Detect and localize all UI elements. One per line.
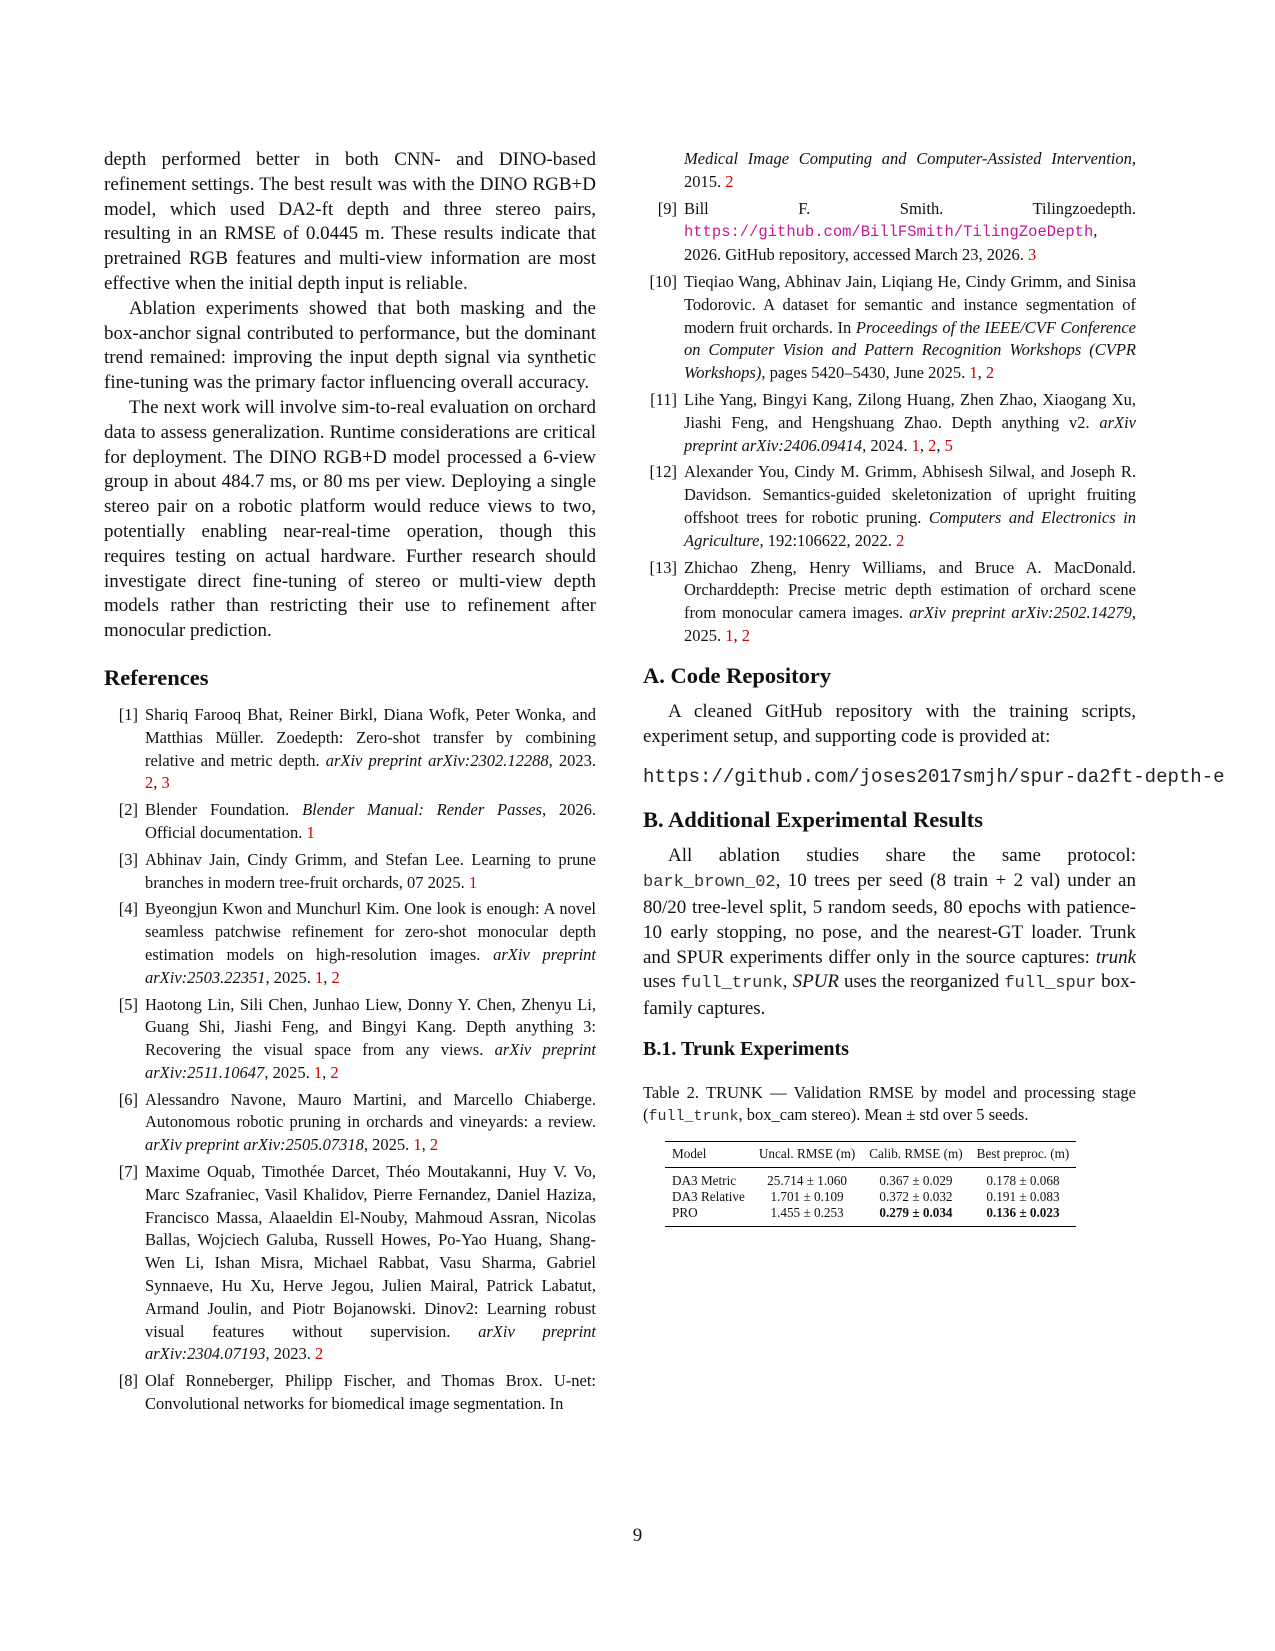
table-header-best: Best preproc. (m) [976, 1145, 1070, 1161]
reference-12 [643, 461, 1136, 552]
reference-year: , 2025. [363, 1135, 414, 1155]
citation-backlink[interactable]: 3 [1027, 245, 1037, 265]
emphasis-span: SPUR [792, 971, 839, 993]
reference-authors-title: Blender Foundation. [145, 800, 303, 820]
reference-authors-title: Shariq Farooq Bhat, Reiner Birkl, Diana Wofk, Peter Wonka, and Matthias Müller. Zoedepth: Zero-shot transfer by combining relative and metric depth. [145, 704, 596, 770]
trunk-experiments-heading: B.1. Trunk Experiments [643, 1037, 849, 1060]
references-heading: References [104, 664, 209, 690]
citation-backlink[interactable]: 1 [969, 363, 978, 383]
citation-backlink[interactable]: 2 [331, 967, 340, 987]
citation-backlink[interactable]: 2 [330, 1062, 339, 1082]
citation-separator: , [153, 773, 162, 793]
reference-9 [643, 198, 1136, 267]
code-repository-url-line [643, 766, 1225, 792]
reference-year: , 192:106622, 2022. [759, 530, 897, 550]
citation-backlink[interactable]: 2 [315, 1344, 324, 1364]
table-cell: 25.714 ± 1.060 [767, 1172, 847, 1188]
reference-11 [643, 389, 1136, 457]
reference-venue: arXiv preprint arXiv:2302.12288 [325, 750, 549, 770]
citation-backlink[interactable]: 2 [429, 1135, 439, 1155]
citation-backlink[interactable]: 5 [944, 435, 953, 455]
table-header-calib: Calib. RMSE (m) [869, 1145, 963, 1161]
reference-venue: arXiv preprint arXiv:2502.14279 [909, 603, 1132, 623]
reference-number: [3] [118, 849, 138, 869]
citation-backlink[interactable]: 2 [928, 435, 937, 455]
reference-number: [10] [649, 271, 677, 291]
table-row [665, 1189, 1076, 1205]
table-header-model: Model [672, 1145, 707, 1161]
citation-separator: , [322, 1062, 331, 1082]
reference-url-link[interactable]: https://github.com/BillFSmith/TilingZoeDepth [684, 223, 1094, 242]
reference-7 [104, 1161, 596, 1366]
table-cell: DA3 Metric [672, 1172, 737, 1188]
reference-authors-title: Alexander You, Cindy M. Grimm, Abhisesh Silwal, and Joseph R. Davidson. Semantics-guided skeletonization of upright fruiting offshoot trees for robotic pruning. [684, 462, 1136, 527]
reference-year: , 2015. [684, 149, 1136, 191]
citation-backlink[interactable]: 1 [911, 435, 920, 455]
code-repository-text: A cleaned GitHub repository with the training scripts, experiment setup, and supporting code is provided at: [643, 700, 1136, 747]
reference-list-left [104, 704, 596, 1416]
citation-backlink[interactable]: 1 [725, 625, 734, 645]
table-cell: 0.372 ± 0.032 [879, 1188, 953, 1204]
table-caption [643, 1082, 1136, 1129]
citation-separator: , [936, 435, 945, 455]
reference-13 [643, 557, 1136, 648]
reference-4 [104, 898, 596, 989]
caption-text: Table 2. TRUNK — Validation RMSE by model and processing stage ( [643, 1082, 1136, 1125]
right-column [643, 148, 1225, 1227]
citation-backlink[interactable]: 1 [313, 1062, 323, 1082]
citation-separator: , [323, 967, 332, 987]
reference-1 [104, 704, 596, 795]
reference-authors-title: Byeongjun Kwon and Munchurl Kim. One look is enough: A novel seamless patchwise refinement for zero-shot monocular depth estimation models on high-resolution images. [145, 899, 596, 964]
text-span: uses the reorganized [839, 971, 1005, 993]
citation-backlink[interactable]: 2 [741, 625, 750, 645]
code-span: bark_brown_02 [643, 873, 776, 893]
reference-venue: arXiv preprint arXiv:2304.07193 [145, 1321, 596, 1364]
reference-venue: arXiv preprint arXiv:2511.10647 [145, 1040, 596, 1082]
reference-venue: arXiv preprint arXiv:2503.22351 [145, 944, 596, 987]
page-number: 9 [632, 1525, 643, 1546]
reference-authors-title: Tieqiao Wang, Abhinav Jain, Liqiang He, Cindy Grimm, and Sinisa Todorovic. A dataset for semantic and instance segmentation of modern fruit orchards. In [684, 271, 1136, 337]
text-span: uses [643, 971, 681, 993]
reference-authors-title: Olaf Ronneberger, Philipp Fischer, and Thomas Brox. U-net: Convolutional networks for biomedical image segmentation. In [145, 1371, 596, 1414]
reference-venue: Medical Image Computing and Computer-Assisted Intervention [684, 149, 1132, 168]
paragraph-conclusion-3: The next work will involve sim-to-real evaluation on orchard data to assess generalization. Runtime considerations are critical for deployment. The DINO RGB+D model processed a 6-view group in about 484.7 ms, or 80 ms per view. Deploying a single stereo pair on a robotic platform would reduce views to two, potentially enabling near-real-time operation, though this requires testing on actual hardware. Further research should investigate direct fine-tuning of stereo or multi-view depth models rather than restricting their use to refinement after monocular prediction. [104, 396, 596, 642]
reference-2 [104, 799, 596, 845]
reference-number: [8] [118, 1371, 138, 1391]
reference-authors-title: Lihe Yang, Bingyi Kang, Zilong Huang, Zhen Zhao, Xiaogang Xu, Jiashi Feng, and Hengshuang Zhao. Depth anything v2. [684, 389, 1136, 432]
results-table [665, 1141, 1076, 1227]
reference-list-right [643, 148, 1136, 648]
reference-year: , 2025. [264, 1062, 314, 1082]
reference-venue: Computers and Electronics in Agriculture [684, 507, 1136, 550]
reference-year: , 2026. Official documentation. [145, 800, 596, 842]
code-span: full_trunk [680, 974, 783, 994]
reference-venue: arXiv preprint arXiv:2406.09414 [684, 412, 1136, 455]
table-cell: DA3 Relative [672, 1188, 745, 1204]
reference-authors-title: Abhinav Jain, Cindy Grimm, and Stefan Lee. Learning to prune branches in modern tree-fruit orchards, 07 2025. [145, 849, 596, 892]
reference-number: [2] [118, 800, 138, 820]
citation-separator: , [421, 1135, 430, 1155]
reference-venue: Proceedings of the IEEE/CVF Conference on Computer Vision and Pattern Recognition Workshops (CVPR Workshops) [684, 317, 1136, 383]
reference-year: , 2023. [548, 750, 596, 770]
reference-8-start [104, 1370, 596, 1416]
reference-number: [6] [118, 1089, 138, 1109]
citation-separator: , [733, 625, 742, 645]
table-header-row [665, 1141, 1076, 1167]
code-repository-url[interactable]: https://github.com/joses2017smjh/spur-da2ft-depth-e [643, 766, 1225, 789]
citation-backlink[interactable]: 2 [725, 171, 734, 191]
reference-number: [13] [649, 557, 677, 577]
reference-venue: arXiv preprint arXiv:2505.07318 [145, 1135, 364, 1155]
reference-authors-title: Bill F. Smith. Tilingzoedepth. [684, 198, 1136, 218]
reference-year: , 2026. GitHub repository, accessed March 23, 2026. [684, 221, 1098, 265]
citation-separator: , [977, 363, 986, 383]
reference-authors-title: Alessandro Navone, Mauro Martini, and Marcello Chiaberge. Autonomous robotic pruning in orchards and vineyards: a review. [145, 1089, 596, 1132]
citation-backlink[interactable]: 1 [413, 1135, 422, 1155]
table-cell: 0.367 ± 0.029 [879, 1172, 953, 1188]
table-row [665, 1167, 1076, 1189]
citation-backlink[interactable]: 2 [985, 363, 995, 383]
reference-authors-title: Haotong Lin, Sili Chen, Junhao Liew, Donny Y. Chen, Zhenyu Li, Guang Shi, Jiashi Feng, and Bingyi Kang. Depth anything 3: Recovering the visual space from any views. [145, 994, 596, 1060]
reference-number: [12] [649, 462, 677, 482]
reference-year: , pages 5420–5430, June 2025. [761, 363, 970, 383]
reference-venue: Blender Manual: Render Passes [302, 800, 542, 820]
reference-number: [9] [657, 198, 677, 218]
reference-year: , 2025. [265, 967, 316, 987]
table-cell: 0.178 ± 0.068 [986, 1172, 1060, 1188]
reference-number: [11] [650, 389, 677, 409]
table-cell: 0.191 ± 0.083 [986, 1188, 1060, 1204]
citation-separator: , [919, 435, 929, 455]
reference-8-continued [643, 148, 1136, 194]
reference-number: [7] [118, 1162, 138, 1182]
citation-backlink[interactable]: 1 [306, 822, 315, 842]
caption-code: full_trunk [648, 1108, 739, 1126]
reference-authors-title: Maxime Oquab, Timothée Darcet, Théo Moutakanni, Huy V. Vo, Marc Szafraniec, Vasil Khalidov, Pierre Fernandez, Daniel Haziza, Francisco Massa, Alaaeldin El-Nouby, Mahmoud Assran, Nicolas Ballas, Wojciech Galuba, Russell Howes, Po-Yao Huang, Shang-Wen Li, Ishan Misra, Michael Rabbat, Vasu Sharma, Gabriel Synnaeve, Hu Xu, Herve Jegou, Julien Mairal, Patrick Labatut, Armand Joulin, and Piotr Bojanowski. Dinov2: Learning robust visual features without supervision. [145, 1162, 596, 1341]
text-span: All ablation studies share the same protocol: [668, 845, 1136, 867]
reference-year: , 2025. [684, 603, 1136, 645]
reference-3 [104, 849, 596, 895]
reference-number: [1] [118, 704, 138, 724]
reference-year: , 2023. [265, 1344, 316, 1364]
code-span: full_spur [1004, 974, 1097, 994]
additional-results-text [643, 844, 1136, 1022]
citation-backlink[interactable]: 1 [468, 872, 478, 892]
table-cell: 1.455 ± 0.253 [770, 1204, 844, 1220]
paragraph-conclusion-2: Ablation experiments showed that both masking and the box-anchor signal contributed to performance, but the dominant trend remained: improving the input depth signal via synthetic fine-tuning was the primary factor influencing overall accuracy. [104, 297, 596, 394]
reference-10 [643, 271, 1136, 385]
reference-authors-title: Zhichao Zheng, Henry Williams, and Bruce A. MacDonald. Orcharddepth: Precise metric depth estimation of orchard scene from monocular camera images. [684, 557, 1136, 623]
text-span: , [782, 971, 793, 993]
left-column [104, 148, 596, 1420]
citation-backlink[interactable]: 3 [161, 773, 170, 793]
text-span: box-family captures. [643, 971, 1137, 1020]
reference-year: , 2024. [862, 435, 912, 455]
additional-results-heading: B. Additional Experimental Results [643, 807, 984, 833]
table-cell-best: 0.279 ± 0.034 [879, 1204, 953, 1220]
table-header-uncal: Uncal. RMSE (m) [758, 1145, 856, 1161]
reference-number: [4] [118, 899, 138, 919]
citation-backlink[interactable]: 1 [315, 967, 324, 987]
reference-6 [104, 1089, 596, 1157]
reference-5 [104, 994, 596, 1085]
table-row [665, 1205, 1076, 1227]
reference-number: [5] [118, 994, 138, 1014]
text-span: , 10 trees per seed (8 train + 2 val) under an 80/20 tree-level split, 5 random seeds, 80 epochs with patience-10 early stopping, no pose, and the nearest-GT loader. Trunk and SPUR experiments differ only in the source captures: [643, 870, 1136, 968]
table-cell: PRO [672, 1204, 698, 1220]
table-cell-best: 0.136 ± 0.023 [986, 1204, 1060, 1220]
paragraph-conclusion-1: depth performed better in both CNN- and DINO-based refinement settings. The best result was with the DINO RGB+D model, which used DA2-ft depth and three stereo pairs, resulting in an RMSE of 0.0445 m. These results indicate that pretrained RGB features and multi-view information are most effective when the initial depth input is reliable. [104, 149, 596, 294]
citation-backlink[interactable]: 2 [896, 530, 905, 550]
code-repository-heading: A. Code Repository [643, 662, 832, 688]
caption-text: , box_cam stereo). Mean ± std over 5 seeds. [738, 1105, 1029, 1125]
citation-backlink[interactable]: 2 [145, 773, 154, 793]
table-cell: 1.701 ± 0.109 [770, 1188, 844, 1204]
emphasis-span: trunk [1095, 946, 1136, 968]
